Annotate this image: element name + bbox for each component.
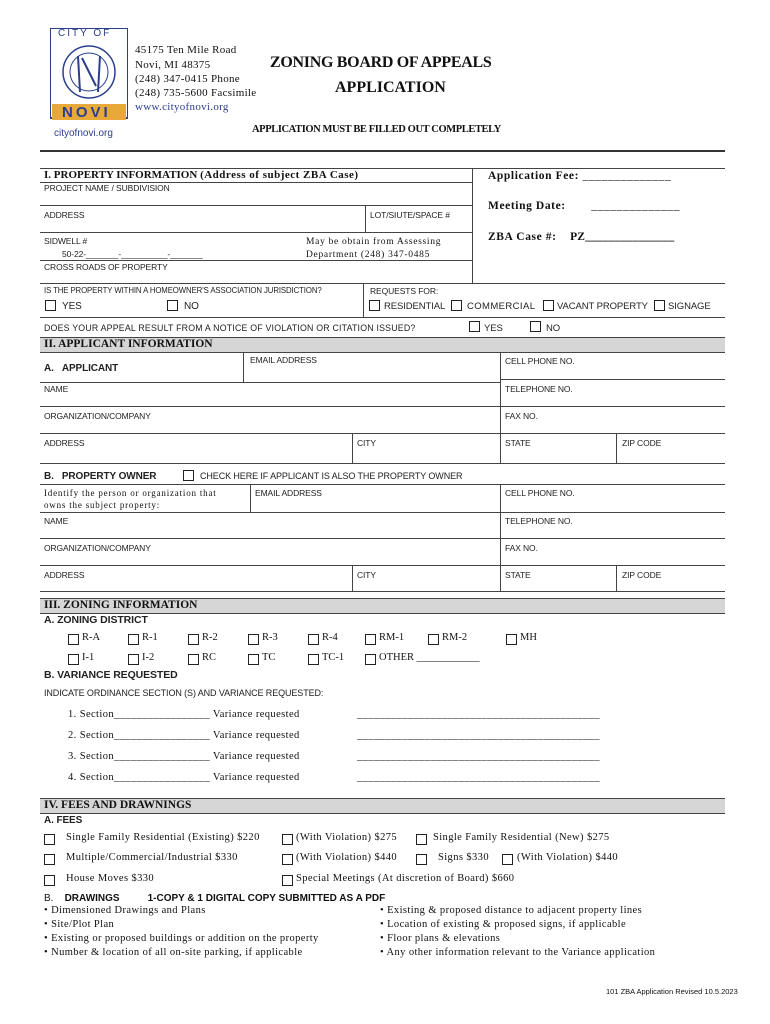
- drawing-requirement-text: Any other information relevant to the Variance application: [386, 947, 656, 958]
- bullet-icon: •: [380, 933, 388, 944]
- zone-r1-3-checkbox[interactable]: [248, 634, 259, 645]
- zone-r1-6-label: RM-2: [442, 632, 468, 643]
- zone-r1-1-checkbox[interactable]: [128, 634, 139, 645]
- variance-line-4[interactable]: 4. Section_________________ Variance requested: [68, 772, 300, 783]
- drawing-requirement-item: [380, 947, 655, 958]
- owner-state-field[interactable]: STATE: [505, 570, 531, 580]
- hoa-question: IS THE PROPERTY WITHIN A HOMEOWNER'S ASSOCIATION JURISDICTION?: [44, 286, 322, 295]
- applicant-name-field[interactable]: NAME: [44, 384, 69, 394]
- applicant-telephone-field[interactable]: TELEPHONE NO.: [505, 384, 573, 394]
- fee-special-meeting-label: Special Meetings (At discretion of Board) $660: [296, 873, 515, 884]
- zone-r1-7-checkbox[interactable]: [506, 634, 517, 645]
- fee-multi-violation-label: (With Violation) $440: [296, 852, 398, 863]
- lot-suite-field[interactable]: LOT/SIUTE/SPACE #: [370, 210, 450, 220]
- owner-address-field[interactable]: ADDRESS: [44, 570, 85, 580]
- bullet-icon: •: [380, 947, 387, 958]
- hoa-yes-label: YES: [62, 301, 82, 312]
- zone-r1-2-checkbox[interactable]: [188, 634, 199, 645]
- bullet-icon: •: [44, 919, 52, 930]
- variance-blank-3[interactable]: ___________________________________________: [357, 751, 600, 762]
- variance-blank-4[interactable]: ___________________________________________: [357, 772, 600, 783]
- zone-r1-5-label: RM-1: [379, 632, 405, 643]
- novi-seal-icon: [50, 28, 128, 142]
- fee-signs-violation-label: (With Violation) $440: [517, 852, 619, 863]
- owner-fax-field[interactable]: FAX NO.: [505, 543, 538, 553]
- owner-city-field[interactable]: CITY: [357, 570, 376, 580]
- fee-sfr-new-label: Single Family Residential (New) $275: [433, 832, 610, 843]
- fee-house-moves-checkbox[interactable]: [44, 875, 55, 886]
- applicant-city-field[interactable]: CITY: [357, 438, 376, 448]
- drawing-requirement-text: Number & location of all on-site parking, if applicable: [51, 947, 303, 958]
- owner-email-field[interactable]: EMAIL ADDRESS: [255, 488, 322, 498]
- drawing-requirement-text: Existing or proposed buildings or addition on the property: [51, 933, 319, 944]
- zone-r2-5-label: OTHER ____________: [379, 652, 480, 663]
- bullet-icon: •: [44, 933, 52, 944]
- bullet-icon: •: [380, 919, 388, 930]
- applicant-address-field[interactable]: ADDRESS: [44, 438, 85, 448]
- property-owner-label: B. PROPERTY OWNER: [44, 471, 157, 482]
- violation-yes-label: YES: [484, 323, 503, 334]
- applicant-email-field[interactable]: EMAIL ADDRESS: [250, 355, 317, 365]
- zone-r2-0-checkbox[interactable]: [68, 654, 79, 665]
- logo-top-text: CITY OF: [58, 28, 112, 39]
- fee-multi-violation-checkbox[interactable]: [282, 854, 293, 865]
- project-name-field[interactable]: PROJECT NAME / SUBDIVISION: [44, 183, 170, 193]
- variance-blank-2[interactable]: ___________________________________________: [357, 730, 600, 741]
- city-logo: [50, 28, 128, 142]
- fee-sfr-violation-label: (With Violation) $275: [296, 832, 398, 843]
- logo-url: cityofnovi.org: [54, 128, 113, 139]
- violation-no-checkbox[interactable]: [530, 321, 541, 332]
- zone-r1-5-checkbox[interactable]: [365, 634, 376, 645]
- zone-r2-2-checkbox[interactable]: [188, 654, 199, 665]
- fee-signs-violation-checkbox[interactable]: [502, 854, 513, 865]
- section1-heading: I. PROPERTY INFORMATION (Address of subject ZBA Case): [44, 169, 359, 181]
- drawing-requirement-text: Location of existing & proposed signs, if applicable: [387, 919, 627, 930]
- fee-field[interactable]: Application Fee: ______________: [488, 170, 672, 182]
- fee-sfr-new-checkbox[interactable]: [416, 834, 427, 845]
- violation-question: DOES YOUR APPEAL RESULT FROM A NOTICE OF VIOLATION OR CITATION ISSUED?: [44, 323, 416, 333]
- drawing-requirement-text: Floor plans & elevations: [387, 933, 501, 944]
- zone-r1-7-label: MH: [520, 632, 537, 643]
- fee-house-moves-label: House Moves $330: [66, 873, 155, 884]
- hoa-yes-checkbox[interactable]: [45, 300, 56, 311]
- identify-owner-note: Identify the person or organization that owns the subject property:: [44, 488, 217, 510]
- section2-heading: II. APPLICANT INFORMATION: [44, 338, 213, 350]
- drawing-requirement-item: [44, 919, 114, 930]
- zone-r2-4-label: TC-1: [322, 652, 345, 663]
- fee-sfr-existing-checkbox[interactable]: [44, 834, 55, 845]
- footer-revision: 101 ZBA Application Revised 10.5.2023: [606, 987, 738, 996]
- fee-multi-label: Multiple/Commercial/Industrial $330: [66, 852, 238, 863]
- applicant-org-field[interactable]: ORGANIZATION/COMPANY: [44, 411, 151, 421]
- vacant-property-checkbox[interactable]: [543, 300, 554, 311]
- owner-name-field[interactable]: NAME: [44, 516, 69, 526]
- drawing-requirement-text: Dimensioned Drawings and Plans: [51, 905, 206, 916]
- assessing-note: May be obtain from Assessing Department (248) 347-0485: [306, 237, 442, 260]
- applicant-cell-field[interactable]: CELL PHONE NO.: [505, 356, 575, 366]
- address-line2: Novi, MI 48375: [135, 59, 211, 71]
- owner-same-label: CHECK HERE IF APPLICANT IS ALSO THE PROPERTY OWNER: [200, 471, 463, 481]
- address-line1: 45175 Ten Mile Road: [135, 44, 237, 56]
- zone-r2-2-label: RC: [202, 652, 217, 663]
- fee-sfr-existing-label: Single Family Residential (Existing) $220: [66, 832, 260, 843]
- applicant-label: A. APPLICANT: [44, 363, 119, 374]
- variance-line-3[interactable]: 3. Section_________________ Variance requested: [68, 751, 300, 762]
- fax-line: (248) 735-5600 Facsimile: [135, 87, 257, 99]
- fees-title: A. FEES: [44, 815, 83, 826]
- owner-cell-field[interactable]: CELL PHONE NO.: [505, 488, 575, 498]
- zone-r2-1-label: I-2: [142, 652, 155, 663]
- owner-telephone-field[interactable]: TELEPHONE NO.: [505, 516, 573, 526]
- applicant-state-field[interactable]: STATE: [505, 438, 531, 448]
- drawing-requirement-item: [380, 905, 642, 916]
- fee-sfr-violation-checkbox[interactable]: [282, 834, 293, 845]
- zone-r1-2-label: R-2: [202, 632, 218, 643]
- variance-line-1[interactable]: 1. Section_________________ Variance requested: [68, 709, 300, 720]
- fee-special-meeting-checkbox[interactable]: [282, 875, 293, 886]
- variance-requested-title: B. VARIANCE REQUESTED: [44, 669, 178, 681]
- variance-line-2[interactable]: 2. Section_________________ Variance requested: [68, 730, 300, 741]
- fee-multi-checkbox[interactable]: [44, 854, 55, 865]
- residential-label: RESIDENTIAL: [384, 301, 446, 312]
- commercial-checkbox[interactable]: [451, 300, 462, 311]
- owner-org-field[interactable]: ORGANIZATION/COMPANY: [44, 543, 151, 553]
- fee-signs-checkbox[interactable]: [416, 854, 427, 865]
- hoa-no-label: NO: [184, 301, 199, 312]
- violation-yes-checkbox[interactable]: [469, 321, 480, 332]
- indicate-ordinance-note: INDICATE ORDINANCE SECTION (S) AND VARIANCE REQUESTED:: [44, 688, 324, 698]
- cross-roads-field[interactable]: CROSS ROADS OF PROPERTY: [44, 262, 168, 272]
- drawing-requirement-text: Existing & proposed distance to adjacent property lines: [387, 905, 643, 916]
- section3-heading: III. ZONING INFORMATION: [44, 599, 198, 611]
- violation-no-label: NO: [546, 323, 561, 334]
- sidwell-format: 50-22-_______-__________-_______: [62, 249, 203, 259]
- address-field[interactable]: ADDRESS: [44, 210, 85, 220]
- bullet-icon: •: [44, 905, 52, 916]
- drawing-requirement-item: [380, 933, 500, 944]
- meeting-date-field[interactable]: Meeting Date: ______________: [488, 200, 681, 212]
- zone-r1-4-checkbox[interactable]: [308, 634, 319, 645]
- commercial-label: COMMERCIAL: [467, 301, 536, 312]
- zone-r2-1-checkbox[interactable]: [128, 654, 139, 665]
- drawing-requirement-item: [44, 933, 319, 944]
- zone-r1-1-label: R-1: [142, 632, 158, 643]
- owner-zip-field[interactable]: ZIP CODE: [622, 570, 662, 580]
- drawing-requirement-item: [44, 905, 206, 916]
- sidwell-field[interactable]: SIDWELL #: [44, 236, 88, 246]
- zone-r2-3-checkbox[interactable]: [248, 654, 259, 665]
- applicant-zip-field[interactable]: ZIP CODE: [622, 438, 662, 448]
- applicant-fax-field[interactable]: FAX NO.: [505, 411, 538, 421]
- logo-name: NOVI: [62, 104, 111, 121]
- variance-blank-1[interactable]: ___________________________________________: [357, 709, 600, 720]
- zone-r1-6-checkbox[interactable]: [428, 634, 439, 645]
- residential-checkbox[interactable]: [369, 300, 380, 311]
- form-title-line2: APPLICATION: [335, 79, 446, 96]
- bullet-icon: •: [380, 905, 388, 916]
- zone-r2-3-label: TC: [262, 652, 276, 663]
- drawing-requirement-item: [380, 919, 626, 930]
- zba-case-field[interactable]: ZBA Case #: PZ_______________: [488, 231, 675, 243]
- zoning-district-title: A. ZONING DISTRICT: [44, 614, 148, 626]
- fee-signs-label: Signs $330: [438, 852, 489, 863]
- owner-same-checkbox[interactable]: [183, 470, 194, 481]
- drawing-requirement-text: Site/Plot Plan: [51, 919, 115, 930]
- zone-r2-0-label: I-1: [82, 652, 95, 663]
- phone-line: (248) 347-0415 Phone: [135, 73, 240, 85]
- signage-label: SIGNAGE: [668, 301, 711, 312]
- zone-r1-4-label: R-4: [322, 632, 338, 643]
- zone-r1-3-label: R-3: [262, 632, 278, 643]
- bullet-icon: •: [44, 947, 52, 958]
- hoa-no-checkbox[interactable]: [167, 300, 178, 311]
- form-title: ZONING BOARD OF APPEALS: [270, 54, 492, 71]
- zone-r2-5-checkbox[interactable]: [365, 654, 376, 665]
- zone-r1-0-checkbox[interactable]: [68, 634, 79, 645]
- signage-checkbox[interactable]: [654, 300, 665, 311]
- complete-notice: APPLICATION MUST BE FILLED OUT COMPLETELY: [252, 124, 501, 135]
- drawings-title: B. DRAWINGS 1-COPY & 1 DIGITAL COPY SUBMITTED AS A PDF: [44, 893, 386, 904]
- requests-for-label: REQUESTS FOR:: [370, 286, 439, 296]
- drawing-requirement-item: [44, 947, 303, 958]
- zone-r1-0-label: R-A: [82, 632, 101, 643]
- zone-r2-4-checkbox[interactable]: [308, 654, 319, 665]
- vacant-property-label: VACANT PROPERTY: [557, 301, 648, 312]
- website-link[interactable]: www.cityofnovi.org: [135, 101, 229, 113]
- section4-heading: IV. FEES AND DRAWNINGS: [44, 799, 192, 811]
